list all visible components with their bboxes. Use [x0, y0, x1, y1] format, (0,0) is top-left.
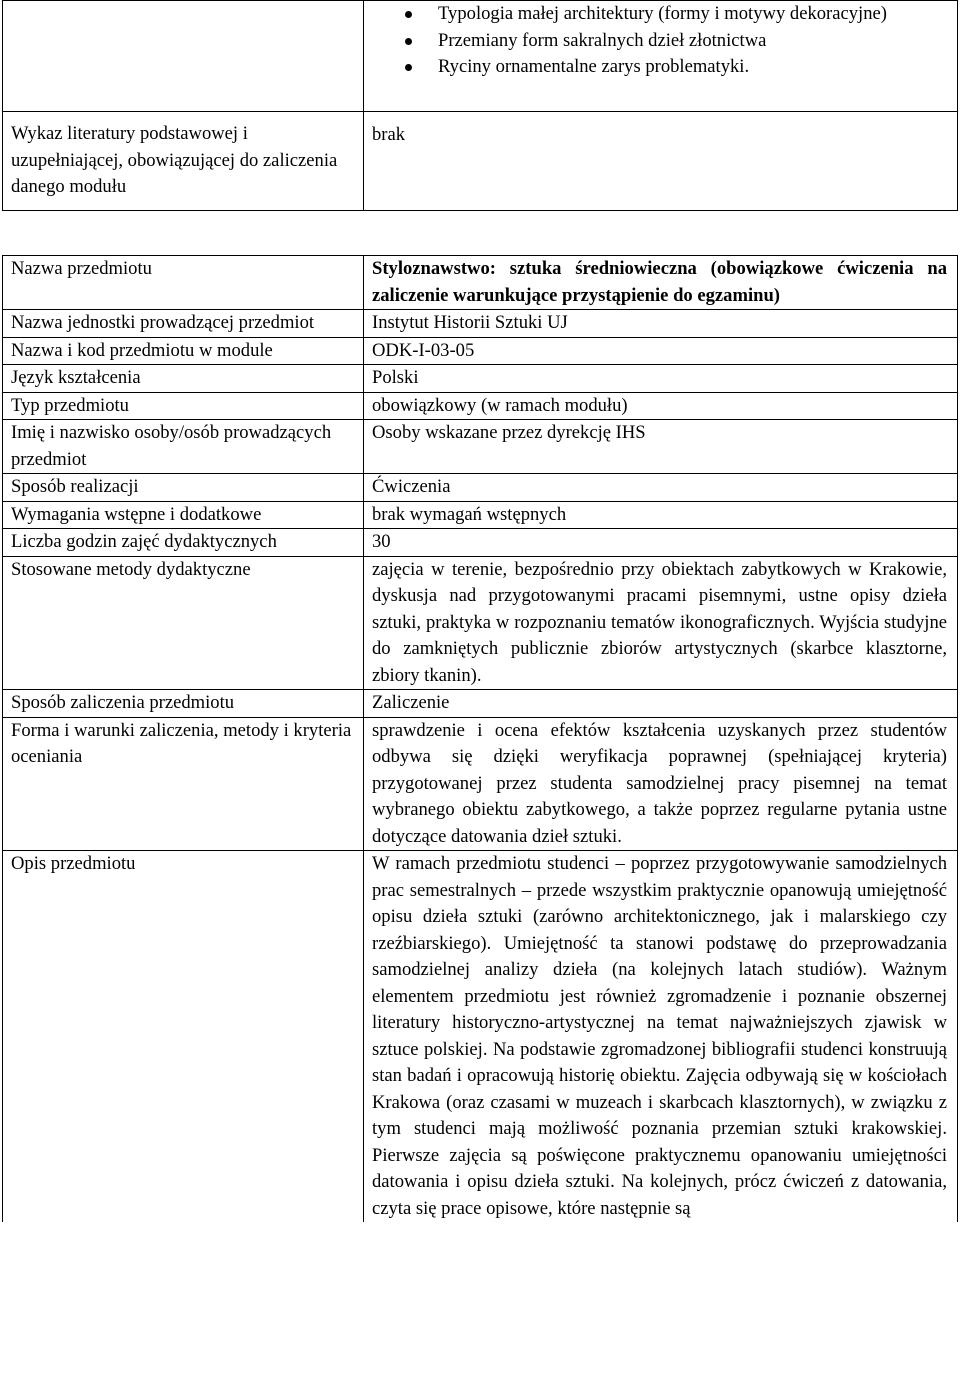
field-value: sprawdzenie i ocena efektów kształcenia uzyskanych przez studentów odbywa się dzięki weryfikacja poprawnej (spełniającej kryteria) przygotowanej przez studenta samodzielnej pracy pisemnej na temat wybranego obiektu zabytkowego, a także poprzez regularne pytania ustne dotyczące datowania dzieł sztuki. — [364, 717, 958, 851]
table-row — [3, 310, 958, 338]
literature-table — [2, 0, 958, 211]
list-item: Przemiany form sakralnych dzieł złotnictwa — [372, 28, 947, 55]
field-value: Styloznawstwo: sztuka średniowieczna (obowiązkowe ćwiczenia na zaliczenie warunkujące przystąpienie do egzaminu) — [364, 256, 958, 310]
topics-list — [372, 1, 947, 81]
field-label: Typ przedmiotu — [3, 392, 364, 420]
bullet-icon — [405, 64, 412, 71]
field-value: Ćwiczenia — [364, 474, 958, 502]
field-label: Forma i warunki zaliczenia, metody i kryteria oceniania — [3, 717, 364, 851]
field-value: Instytut Historii Sztuki UJ — [364, 310, 958, 338]
field-label: Język kształcenia — [3, 365, 364, 393]
literature-row — [3, 112, 958, 211]
field-label: Sposób zaliczenia przedmiotu — [3, 690, 364, 718]
field-value: Osoby wskazane przez dyrekcję IHS — [364, 420, 958, 474]
bullet-icon — [405, 38, 412, 45]
table-row — [3, 392, 958, 420]
field-value: 30 — [364, 529, 958, 557]
field-label: Liczba godzin zajęć dydaktycznych — [3, 529, 364, 557]
field-label: Imię i nazwisko osoby/osób prowadzących przedmiot — [3, 420, 364, 474]
field-label: Nazwa jednostki prowadzącej przedmiot — [3, 310, 364, 338]
table-row — [3, 365, 958, 393]
table-row — [3, 337, 958, 365]
literature-label: Wykaz literatury podstawowej i uzupełniającej, obowiązującej do zaliczenia danego modułu — [3, 112, 364, 211]
field-value: Zaliczenie — [364, 690, 958, 718]
field-label: Stosowane metody dydaktyczne — [3, 556, 364, 690]
table-row — [3, 717, 958, 851]
table-row — [3, 690, 958, 718]
table-row — [3, 851, 958, 1223]
topics-row — [3, 1, 958, 112]
field-value: W ramach przedmiotu studenci – poprzez przygotowywanie samodzielnych prac semestralnych – przede wszystkim praktycznie opanowują umiejętność opisu dzieła sztuki (zarówno architektonicznego, jak i malarskiego czy rzeźbiarskiego). Umiejętność ta stanowi podstawę do przeprowadzania samodzielnej analizy dzieła (na kolejnych latach studiów). Ważnym elementem przedmiotu jest również zgromadzenie i poznanie obszernej literatury historyczno-artystycznej na temat najważniejszych zjawisk w sztuce polskiej. Na podstawie zgromadzonej bibliografii studenci konstruują stan badań i opracowują historię obiektu. Zajęcia odbywają się w kościołach Krakowa (oraz czasami w muzeach i skarbcach klasztornych), w związku z tym studenci mają możliwość poznania przemian sztuki krakowskiej. Pierwsze zajęcia są poświęcone praktycznemu opanowaniu umiejętności datowania i opisu dzieła sztuki. Na kolejnych, prócz ćwiczeń z datowania, czyta się prace opisowe, które następnie są — [364, 851, 958, 1223]
field-label: Nazwa i kod przedmiotu w module — [3, 337, 364, 365]
list-item: Ryciny ornamentalne zarys problematyki. — [372, 54, 947, 81]
field-value: Polski — [364, 365, 958, 393]
field-label: Wymagania wstępne i dodatkowe — [3, 501, 364, 529]
table-row — [3, 256, 958, 310]
literature-value: brak — [364, 112, 958, 211]
field-value: zajęcia w terenie, bezpośrednio przy obiektach zabytkowych w Krakowie, dyskusja nad przygotowanymi pracami pisemnymi, ustne opisy dzieła sztuki, praktyka w rozpoznaniu tematów ikonograficznych. Wyjścia studyjne do zamkniętych publicznie zbiorów artystycznych (skarbce klasztorne, zbiory tkanin). — [364, 556, 958, 690]
table-row — [3, 529, 958, 557]
bullet-icon — [405, 11, 412, 18]
table-row — [3, 501, 958, 529]
field-label: Opis przedmiotu — [3, 851, 364, 1223]
field-label: Nazwa przedmiotu — [3, 256, 364, 310]
empty-label-cell — [3, 1, 364, 112]
field-value: obowiązkowy (w ramach modułu) — [364, 392, 958, 420]
topics-cell — [364, 1, 958, 112]
field-value: ODK-I-03-05 — [364, 337, 958, 365]
table-row — [3, 420, 958, 474]
table-row — [3, 556, 958, 690]
field-label: Sposób realizacji — [3, 474, 364, 502]
course-table — [2, 255, 958, 1222]
table-row — [3, 474, 958, 502]
list-item: Typologia małej architektury (formy i motywy dekoracyjne) — [372, 1, 947, 28]
field-value: brak wymagań wstępnych — [364, 501, 958, 529]
